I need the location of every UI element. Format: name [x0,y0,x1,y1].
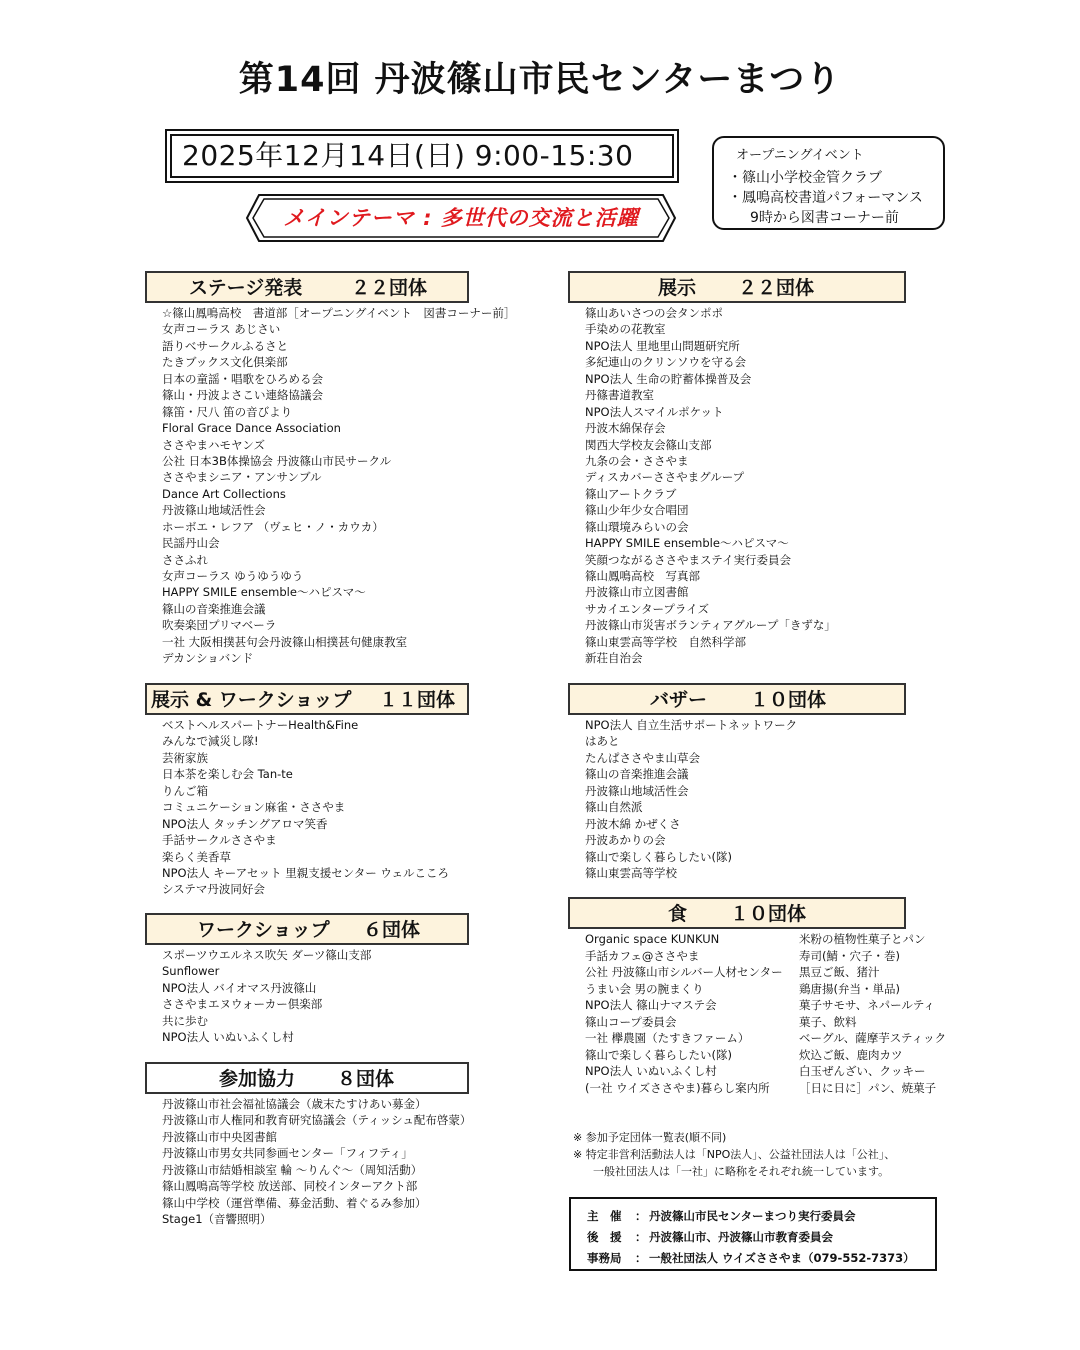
list-item: ホーボエ・レフア （ヴェヒ・ノ・カウカ） [162,519,384,534]
list-item: ささやまシニア・アンサンブル [162,470,322,485]
list-item: NPO法人 バイオマス丹波篠山 [162,980,317,995]
food-menu: 米粉の植物性菓子とパン [799,932,926,946]
list-item: 九条の会・ささやま [585,453,689,468]
page-title: 第14回 丹波篠山市民センターまつり [238,60,842,100]
list-item: 丹波篠山市男女共同参画センター「フィフティ」 [162,1146,413,1161]
stage-list [162,305,515,667]
section-header-exhibit [568,271,906,303]
list-item: りんご箱 [162,783,208,798]
section-header-bazaar [568,683,906,715]
list-item: 手染めの花教室 [585,322,666,337]
list-item: 篠山少年少女合唱団 [585,503,689,518]
list-item: 篠山鳳鳴高校 写真部 [585,569,700,583]
section-count: １１団体 [379,689,456,711]
list-item: 篠山アートクラブ [585,486,677,501]
section-header-exhibit-workshop [145,683,469,715]
section-count: １０団体 [730,903,807,925]
organizer-value: 丹波篠山市民センターまつり実行委員会 [649,1209,856,1223]
organizer-value: 一般社団法人 ウイズささやま（079-552-7373） [649,1251,915,1265]
list-item: デカンショバンド [162,651,254,666]
section-label: 参加協力 [219,1068,296,1090]
opening-event-item: ・篠山小学校金管クラブ [728,170,882,186]
list-item: Sunflower [162,964,220,979]
list-item: 丹篠書道教室 [585,388,654,403]
opening-event-item: 9時から図書コーナー前 [750,210,899,226]
organizer-label: 後 援 [587,1230,622,1244]
food-group: (一社 ウイズささやま)暮らし案内所 [585,1080,770,1095]
note-line: 一般社団法人は「一社」に略称をそれぞれ統一しています。 [593,1165,890,1178]
list-item: Dance Art Collections [162,486,286,501]
list-item: 丹波篠山地域活性会 [585,783,689,798]
list-item: 篠笛・尺八 笛の音びより [162,404,293,419]
list-item: 笑顔つながるささやまステイ実行委員会 [585,552,791,567]
food-group: 手話カフェ@ささやま [585,948,700,963]
food-menu: 鶏唐揚(弁当・単品) [799,981,900,996]
note-line: ※ 特定非営利活動法人は「NPO法人」、公益社団法人は「公社」、 [573,1148,896,1161]
food-menu: ベーグル、薩摩芋スティック [799,1031,947,1045]
list-item: 丹波篠山市社会福祉協議会（歳末たすけあい募金） [162,1097,427,1111]
list-item: 篠山・丹波よさこい連絡協議会 [162,388,323,403]
section-count: ８団体 [337,1068,395,1090]
opening-event-item: ・鳳鳴高校書道パフォーマンス [728,190,923,206]
list-item: 丹波あかりの会 [585,833,666,848]
list-item: 手話サークルささやま [162,833,277,848]
note-line: ※ 参加予定団体一覧表(順不同) [573,1131,727,1144]
list-item: 丹波篠山市結婚相談室 輪 ～りんぐ～（周知活動） [162,1162,423,1177]
food-group: 篠山で楽しく暮らしたい(隊) [585,1047,732,1062]
section-label: 展示 & ワークショップ [151,689,352,711]
list-item: ☆篠山鳳鳴高校 書道部［オープニングイベント 図書コーナー前］ [162,306,516,320]
list-item: 篠山自然派 [585,800,643,815]
opening-event-title: オープニングイベント [736,148,864,163]
list-item: スポーツウエルネス吹矢 ダーツ篠山支部 [162,948,372,962]
list-item: NPO法人 里地里山問題研究所 [585,338,740,353]
food-menu: ［日に日に］パン、焼菓子 [799,1080,937,1095]
section-count: １０団体 [750,689,827,711]
list-item: 篠山で楽しく暮らしたい(隊) [585,849,732,864]
colon: ： [635,1230,647,1244]
section-label: 展示 [658,277,697,299]
food-menu: 菓子、飲料 [799,1014,857,1029]
section-header-food [568,897,906,929]
section-header-workshop [145,913,469,945]
list-item: 丹波木綿 かぜくさ [585,816,681,831]
food-menu: 黒豆ご飯、猪汁 [799,965,880,979]
list-item: NPO法人 いぬいふくし村 [162,1030,294,1045]
colon: ： [635,1251,647,1265]
list-item: 丹波篠山市人権同和教育研究協議会（ティッシュ配布啓蒙） [162,1113,472,1128]
list-item: ベストヘルスパートナーHealth&Fine [162,718,359,732]
event-date: 2025年12月14日(日) 9:00-15:30 [170,134,674,178]
bazaar-list [585,717,797,881]
food-group: 篠山コープ委員会 [585,1014,677,1029]
section-count: ６団体 [363,919,421,941]
organizer-label: 主 催 [587,1209,622,1223]
list-item: ささやまハモヤンズ [162,437,266,452]
workshop-list [162,947,371,1046]
food-group: うまい会 男の腕まくり [585,981,704,996]
organizer-row [587,1227,935,1248]
list-item: 語りべサークルふるさと [162,338,289,353]
section-header-stage [145,271,469,303]
list-item: サカイエンタープライズ [585,601,709,616]
notes [573,1129,895,1180]
section-label: ワークショップ [197,919,330,941]
food-menu: 寿司(鯖・穴子・巻) [799,948,900,963]
food-group: 一社 欅農園（たすきファーム） [585,1031,750,1045]
list-item: 篠山環境みらいの会 [585,519,689,534]
food-menu: 炊込ご飯、鹿肉カツ [799,1047,903,1062]
list-item: たんぱささやま山草会 [585,750,700,765]
list-item: 篠山東雲高等学校 自然科学部 [585,634,746,649]
list-item: ディスカバーささやまグループ [585,470,745,485]
list-item: Floral Grace Dance Association [162,421,341,436]
list-item: HAPPY SMILE ensemble～ハピスマ～ [585,536,789,551]
list-item: 公社 日本3B体操協会 丹波篠山市民サークル [162,453,392,468]
section-header-cooperation [145,1062,469,1094]
list-item: 日本茶を楽しむ会 Tan-te [162,767,293,782]
list-item: 篠山の音楽推進会議 [162,601,266,616]
list-item: NPO法人 自立生活サポートネットワーク [585,718,798,732]
list-item: 吹奏楽団プリマベーラ [162,618,277,633]
exhibit-list [585,305,836,667]
list-item: 楽らく美香草 [162,849,231,864]
list-item: 多紀連山のクリンソウを守る会 [585,355,746,370]
list-item: 丹波篠山市立図書館 [585,585,689,600]
food-group: Organic space KUNKUN [585,932,720,946]
list-item: 関西大学校友会篠山支部 [585,437,712,452]
list-item: 新荘自治会 [585,651,643,666]
section-label: ステージ発表 [189,277,303,299]
list-item: 篠山あいさつの会タンポポ [585,306,723,320]
section-count: ２２団体 [351,277,428,299]
list-item: NPO法人スマイルポケット [585,404,724,419]
list-item: 丹波木綿保存会 [585,421,666,436]
food-group: 公社 丹波篠山市シルバー人材センター [585,965,783,979]
list-item: 芸術家族 [162,750,208,765]
list-item: 篠山東雲高等学校 [585,865,677,880]
list-item: 一社 大阪相撲甚句会丹波篠山相撲甚句健康教室 [162,634,408,649]
organizer-box [569,1197,937,1271]
list-item: NPO法人 生命の貯蓄体操普及会 [585,371,752,386]
colon: ： [635,1209,647,1223]
list-item: HAPPY SMILE ensemble～ハピスマ～ [162,585,366,600]
list-item: 丹波篠山市中央図書館 [162,1129,277,1144]
list-item: 篠山鳳鳴高等学校 放送部、同校インターアクト部 [162,1179,418,1194]
section-label: 食 [668,903,688,925]
list-item: 丹波篠山地域活性会 [162,503,266,518]
section-label: バザー [650,689,708,711]
cooperation-list [162,1096,471,1228]
list-item: はあと [585,734,620,749]
section-count: ２２団体 [738,277,815,299]
list-item: 女声コーラス あじさい [162,322,281,337]
list-item: NPO法人 タッチングアロマ笑香 [162,816,328,831]
list-item: 日本の童謡・唱歌をひろめる会 [162,371,323,386]
food-group: NPO法人 いぬいふくし村 [585,1064,717,1078]
list-item: Stage1（音響照明） [162,1212,272,1227]
list-item: たきブックス文化倶楽部 [162,355,288,370]
list-item: ささやまエヌウォーカー倶楽部 [162,997,323,1012]
list-item: システマ丹波同好会 [162,882,265,897]
main-theme-text: メインテーマ : 多世代の交流と活躍 [283,206,639,230]
list-item: みんなで減災し隊! [162,734,259,749]
food-menu: 白玉ぜんざい、クッキー [799,1064,926,1078]
organizer-label: 事務局 [587,1251,622,1265]
list-item: 丹波篠山市災害ボランティアグループ「きずな」 [585,618,836,633]
list-item: 篠山の音楽推進会議 [585,767,689,782]
food-menu: 菓子サモサ、ネパールティ [799,998,935,1012]
opening-event-box [712,136,945,230]
list-item: 篠山中学校（運営準備、募金活動、着ぐるみ参加） [162,1195,427,1210]
exhibit-workshop-list [162,717,449,898]
organizer-row [587,1248,935,1269]
list-item: 女声コーラス ゆうゆうゆう [162,569,304,583]
food-group: NPO法人 篠山ナマステ会 [585,998,717,1012]
organizer-row [587,1206,935,1227]
list-item: NPO法人 キーアセット 里親支援センター ウェルこころ [162,865,449,880]
organizer-value: 丹波篠山市、丹波篠山市教育委員会 [649,1230,833,1244]
list-item: コミュニケーション麻雀・ささやま [162,800,346,815]
main-theme-banner [245,193,677,243]
list-item: ささふれ [162,552,208,567]
list-item: 民謡丹山会 [162,536,220,551]
list-item: 共に歩む [162,1013,208,1028]
